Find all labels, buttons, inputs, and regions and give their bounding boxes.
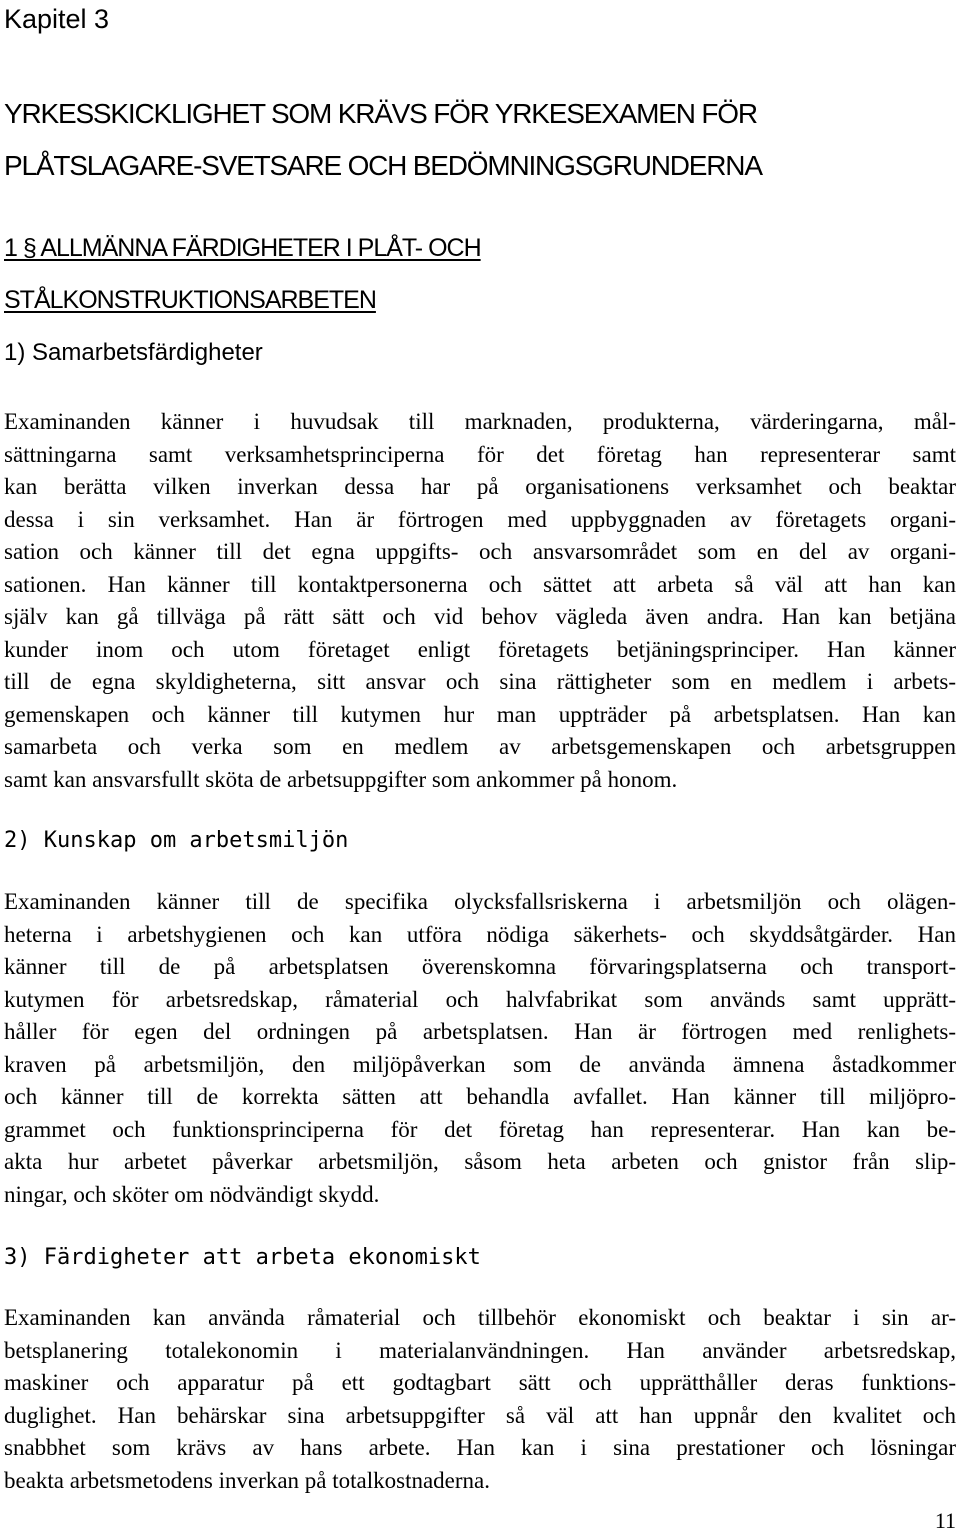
paragraph-line: sättningarna samt verksamhetsprinciperna för det företag han representerar samt (4, 441, 956, 467)
document-title (4, 88, 762, 192)
section-heading-line-2: STÅLKONSTRUKTIONSARBETEN (4, 286, 376, 314)
paragraph-line: duglighet. Han behärskar sina arbetsuppgifter så väl att han uppnår den kvalitet och (4, 1402, 956, 1428)
paragraph-line: beakta arbetsmetodens inverkan på totalkostnaderna. (4, 1467, 491, 1493)
page-number: 11 (934, 1508, 956, 1533)
paragraph-line: själv kan gå tillväga på rätt sätt och vid behov vägleda även andra. Han kan betjäna (4, 604, 956, 629)
paragraph-line: betsplanering totalekonomin i materialanvändningen. Han använder arbetsredskap, (4, 1337, 956, 1363)
section-heading (4, 222, 481, 326)
paragraph-arbetsmiljon (4, 886, 956, 1211)
paragraph-line: dessa i sin verksamhet. Han är förtrogen med uppbyggnaden av företagets organi- (4, 506, 956, 532)
paragraph-line: akta hur arbetet påverkar arbetsmiljön, såsom heta arbeten och gnistor från slip- (4, 1149, 956, 1174)
subsection-heading-2: 2) Kunskap om arbetsmiljön (4, 828, 349, 853)
section-heading-line-1: 1 § ALLMÄNNA FÄRDIGHETER I PLÅT- OCH (4, 234, 481, 262)
paragraph-line: känner till de på arbetsplatsen överenskomna förvaringsplatserna och transport- (4, 954, 956, 979)
paragraph-line: samarbeta och verka som en medlem av arbetsgemenskapen och arbetsgruppen (4, 734, 956, 759)
paragraph-line: grammet och funktionsprinciperna för det företag han representerar. Han kan be- (4, 1116, 956, 1142)
paragraph-line: samt kan ansvarsfullt sköta de arbetsuppgifter som ankommer på honom. (4, 766, 678, 792)
paragraph-line: kraven på arbetsmiljön, den miljöpåverkan som de använda ämnena åstadkommer (4, 1051, 956, 1077)
paragraph-line: sationen. Han känner till kontaktpersonerna och sättet att arbeta så väl att han kan (4, 571, 956, 597)
paragraph-ekonomiskt (4, 1302, 956, 1497)
paragraph-line: kutymen för arbetsredskap, råmaterial och halvfabrikat som används samt upprätt- (4, 986, 956, 1012)
document-title-line-1: YRKESSKICKLIGHET SOM KRÄVS FÖR YRKESEXAMEN FÖR (4, 98, 757, 129)
paragraph-line: kunder inom och utom företaget enligt företagets betjäningsprinciper. Han känner (4, 636, 956, 662)
paragraph-line: till de egna skyldigheterna, sitt ansvar och sina rättigheter som en medlem i arbets- (4, 669, 956, 694)
chapter-label: Kapitel 3 (4, 4, 110, 34)
subsection-heading-1: 1) Samarbetsfärdigheter (4, 339, 263, 366)
paragraph-line: ningar, och sköter om nödvändigt skydd. (4, 1181, 380, 1207)
paragraph-line: heterna i arbetshygienen och kan utföra nödiga säkerhets- och skyddsåtgärder. Han (4, 921, 956, 947)
paragraph-line: snabbhet som krävs av hans arbete. Han kan i sina prestationer och lösningar (4, 1435, 956, 1460)
paragraph-line: maskiner och apparatur på ett godtagbart sätt och upprätthåller deras funktions- (4, 1370, 956, 1395)
paragraph-line: och känner till de korrekta sätten att behandla avfallet. Han känner till miljöpro- (4, 1084, 956, 1109)
paragraph-line: Examinanden känner till de specifika olycksfallsriskerna i arbetsmiljön och olägen- (4, 889, 956, 914)
paragraph-line: sation och känner till det egna uppgifts- och ansvarsområdet som en del av organi- (4, 539, 956, 564)
paragraph-line: kan berätta vilken inverkan dessa har på organisationens verksamhet och beaktar (4, 474, 956, 499)
document-title-line-2: PLÅTSLAGARE-SVETSARE OCH BEDÖMNINGSGRUNDERNA (4, 150, 762, 181)
paragraph-line: Examinanden känner i huvudsak till marknaden, produkterna, värderingarna, mål- (4, 409, 956, 434)
paragraph-line: gemenskapen och känner till kutymen hur man uppträder på arbetsplatsen. Han kan (4, 701, 956, 727)
paragraph-samarbetsfardigheter (4, 406, 956, 796)
paragraph-line: Examinanden kan använda råmaterial och tillbehör ekonomiskt och beaktar i sin ar- (4, 1305, 956, 1330)
paragraph-line: håller för egen del ordningen på arbetsplatsen. Han är förtrogen med renlighets- (4, 1019, 956, 1044)
subsection-heading-3: 3) Färdigheter att arbeta ekonomiskt (4, 1245, 481, 1270)
